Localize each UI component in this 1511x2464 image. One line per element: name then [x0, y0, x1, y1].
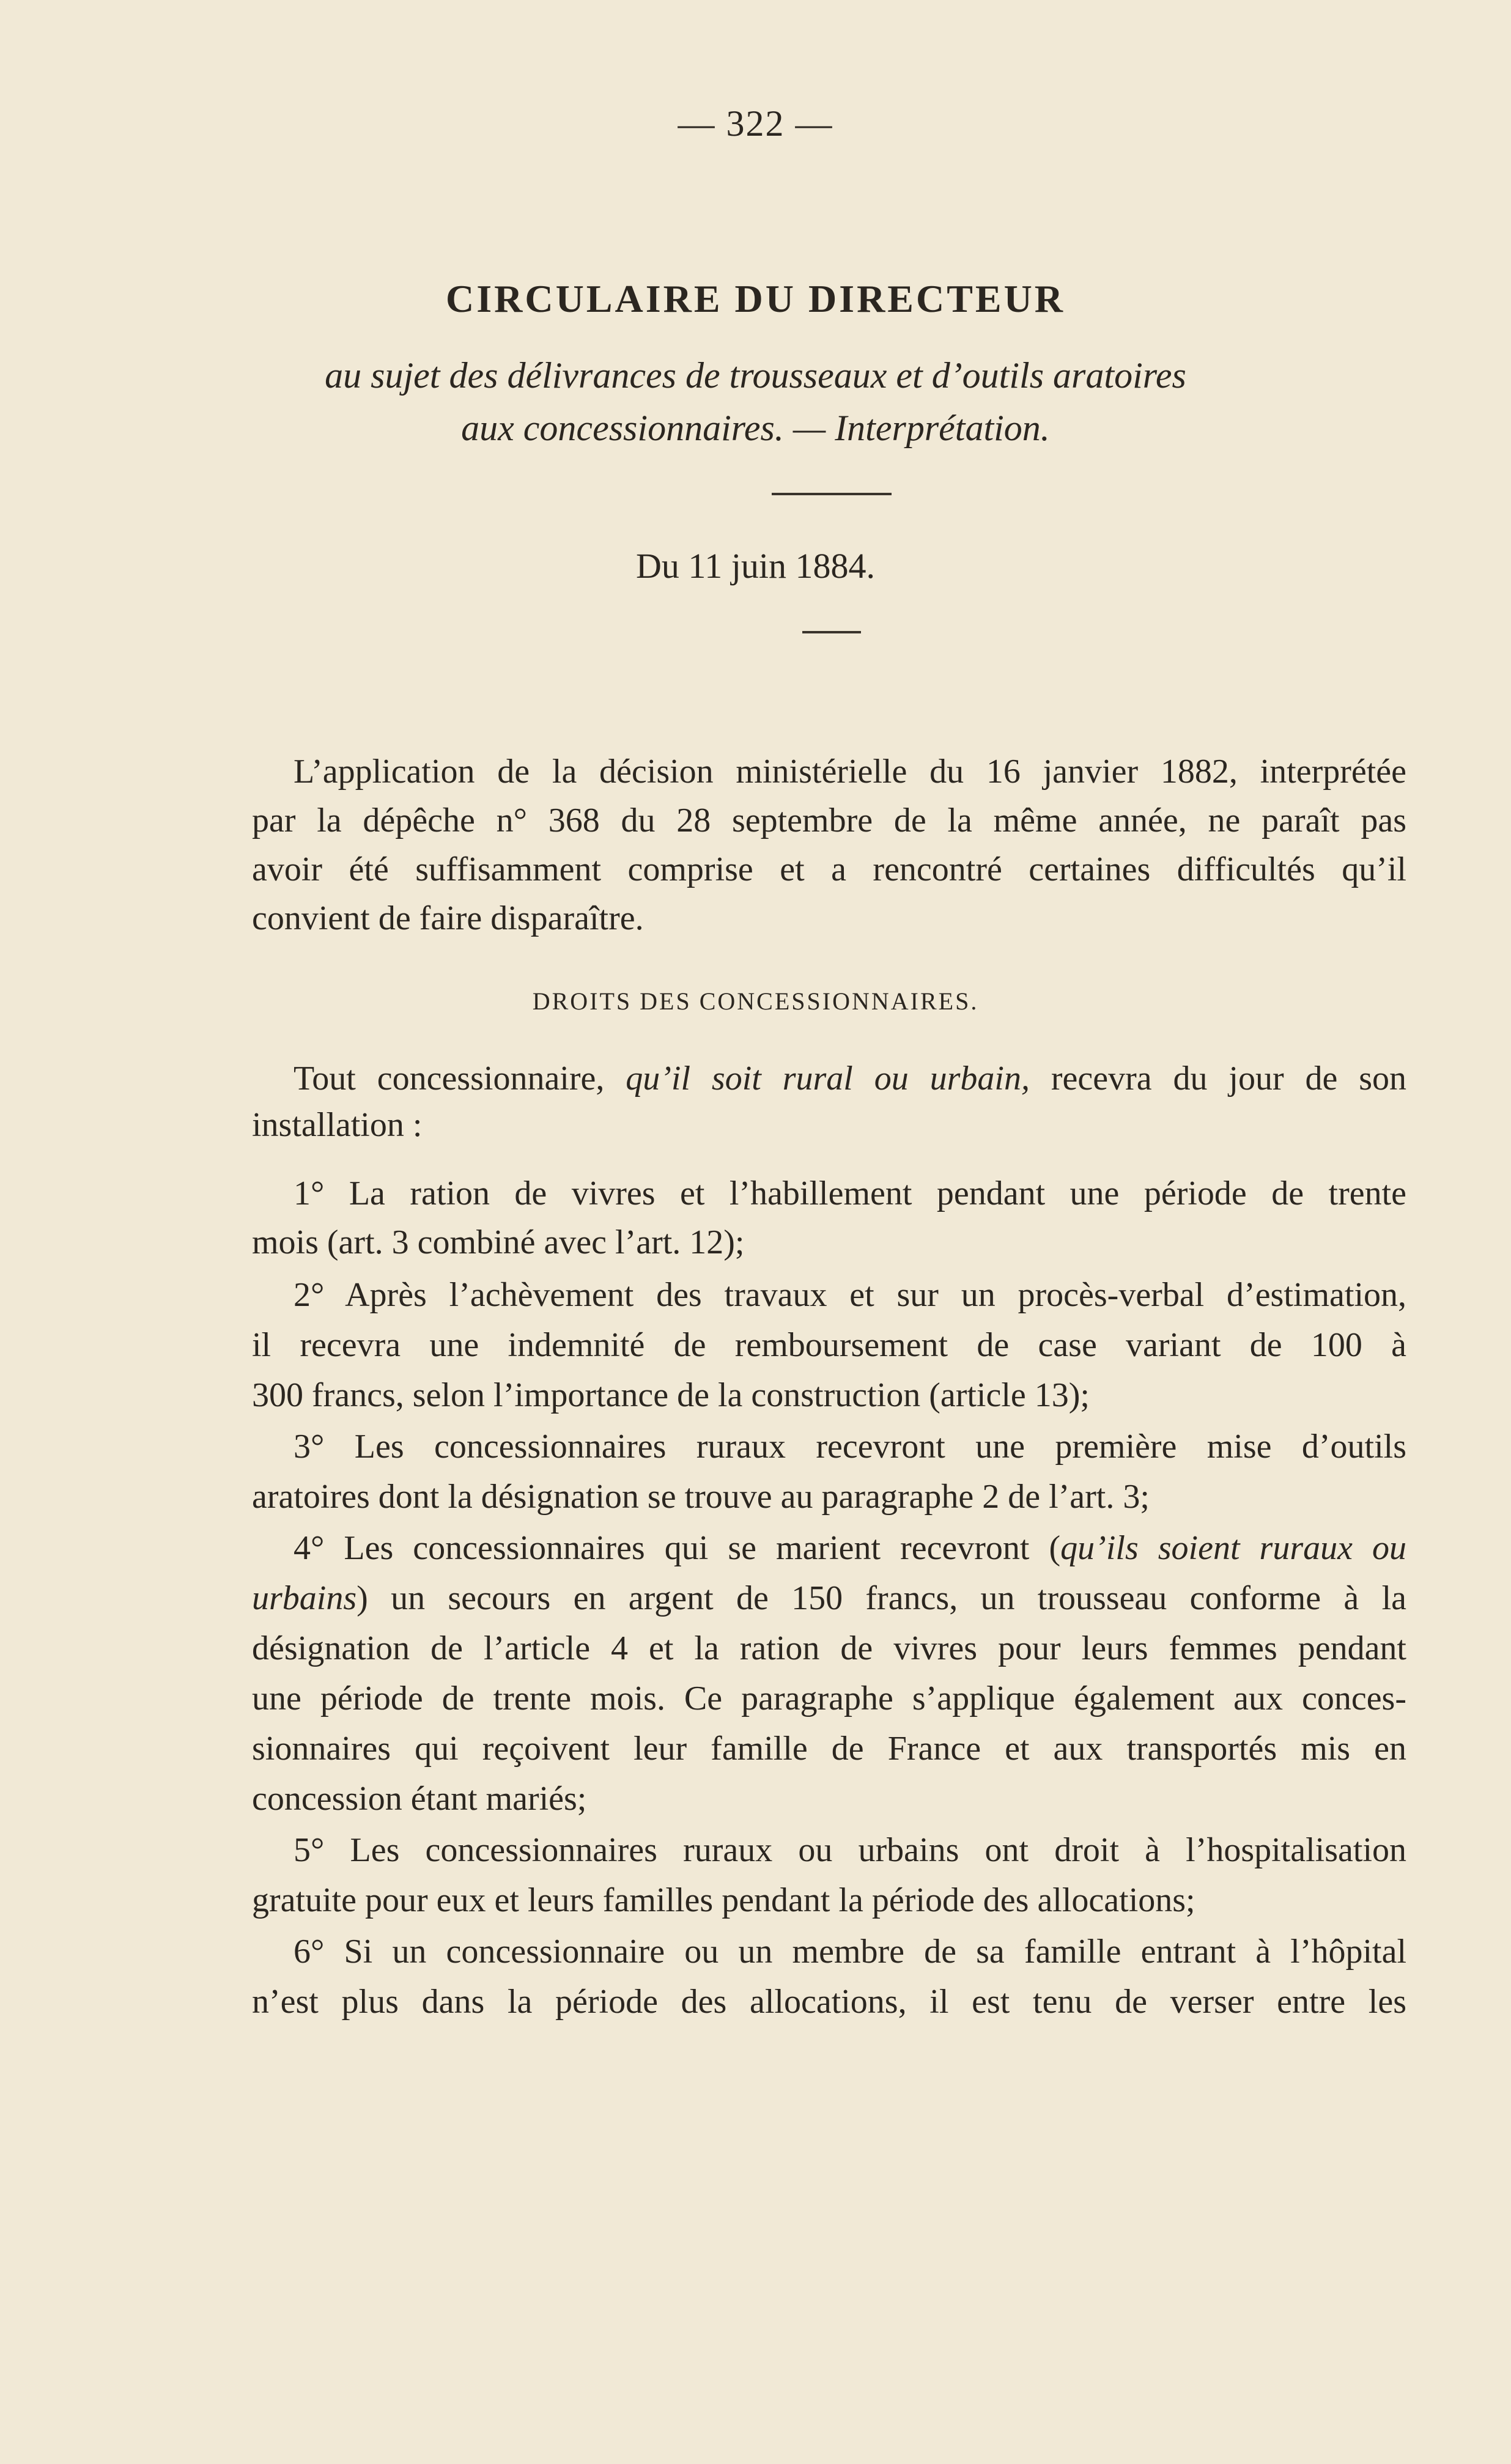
item-4-text-italic: qu’ils soient ruraux ou: [1060, 1529, 1407, 1567]
item-5-line: gratuite pour eux et leurs familles pendant la période des allocations;: [252, 1881, 1195, 1919]
item-6-line: n’est plus dans la période des allocations, il est tenu de verser entre les: [252, 1983, 1406, 2021]
item-4-line-1: [294, 1524, 1406, 1573]
title-divider: [772, 493, 892, 495]
date-divider: [802, 631, 861, 633]
item-1-line: mois (art. 3 combiné avec l’art. 12);: [252, 1223, 745, 1261]
item-4-line-2: [252, 1574, 1406, 1623]
item-2-line: 2° Après l’achèvement des travaux et sur un procès-verbal d’estimation,: [294, 1276, 1406, 1314]
item-4-line: désignation de l’article 4 et la ration de vivres pour leurs femmes pendant: [252, 1629, 1406, 1667]
item-5-line: 5° Les concessionnaires ruraux ou urbains ont droit à l’hospitalisation: [294, 1831, 1406, 1869]
item-3-line: aratoires dont la désignation se trouve au paragraphe 2 de l’art. 3;: [252, 1478, 1150, 1516]
item-2-line: il recevra une indemnité de remboursement de case variant de 100 à: [252, 1326, 1406, 1364]
document-subtitle-line-2: aux concessionnaires. — Interprétation.: [461, 408, 1050, 448]
item-4-line: sionnaires qui reçoivent leur famille de France et aux transportés mis en: [252, 1730, 1406, 1768]
intro-line: L’application de la décision ministérielle du 16 janvier 1882, interprétée: [294, 753, 1406, 791]
section-heading: DROITS DES CONCESSIONNAIRES.: [532, 987, 979, 1015]
document-title: CIRCULAIRE DU DIRECTEUR: [446, 277, 1065, 320]
document-date: Du 11 juin 1884.: [636, 546, 875, 586]
intro-line: convient de faire disparaître.: [252, 899, 644, 937]
intro-line: par la dépêche n° 368 du 28 septembre de la même année, ne paraît pas: [252, 802, 1406, 839]
tout-text-italic: qu’il soit rural ou urbain,: [626, 1060, 1030, 1097]
document-subtitle-line-1: au sujet des délivrances de trousseaux et d’outils aratoires: [325, 355, 1186, 396]
item-4-text-post: ) un secours en argent de 150 francs, un trousseau conforme à la: [357, 1579, 1406, 1617]
intro-line: avoir été suffisamment comprise et a rencontré certaines difficultés qu’il: [252, 850, 1406, 888]
tout-line-1: [294, 1054, 1406, 1103]
page-number: — 322 —: [678, 103, 833, 144]
item-1-line: 1° La ration de vivres et l’habillement pendant une période de trente: [294, 1175, 1406, 1212]
tout-text-pre: Tout concessionnaire,: [294, 1060, 626, 1097]
item-3-line: 3° Les concessionnaires ruraux recevront une première mise d’outils: [294, 1428, 1406, 1466]
item-2-line: 300 francs, selon l’importance de la construction (article 13);: [252, 1376, 1090, 1414]
item-4-text-italic-2: urbains: [252, 1579, 357, 1617]
item-6-line: 6° Si un concessionnaire ou un membre de sa famille entrant à l’hôpital: [294, 1933, 1406, 1971]
item-4-text-pre: 4° Les concessionnaires qui se marient recevront (: [294, 1529, 1061, 1567]
tout-line-2: installation :: [252, 1106, 423, 1144]
item-4-line: une période de trente mois. Ce paragraphe s’applique également aux conces-: [252, 1680, 1406, 1717]
tout-text-post: recevra du jour de son: [1030, 1060, 1407, 1097]
item-4-line: concession étant mariés;: [252, 1780, 587, 1818]
